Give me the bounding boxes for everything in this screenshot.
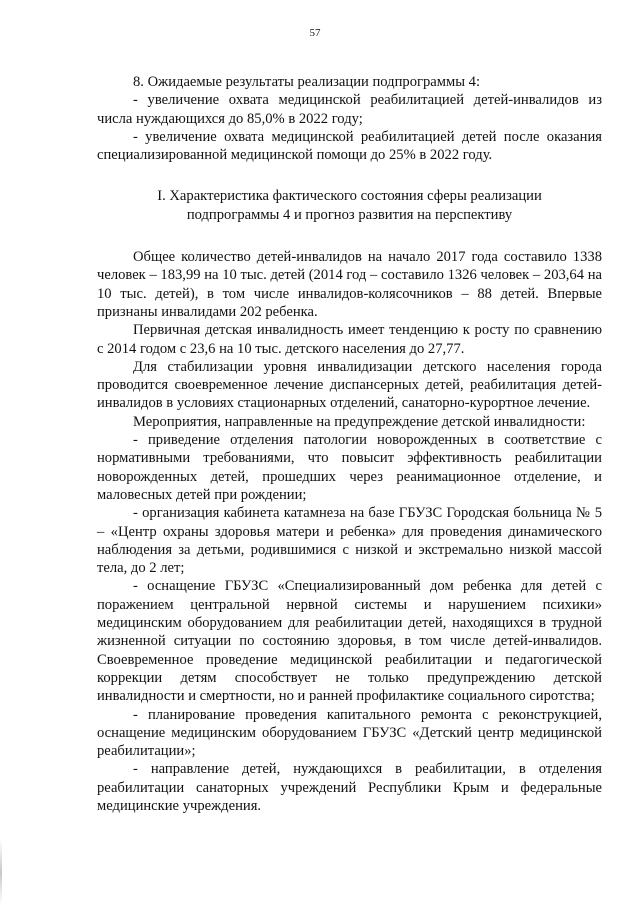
list-item: - направление детей, нуждающихся в реабилитации, в отделения реабилитации санаторных учреждений Республики Крым и федеральные медицинские учреждения. [97,761,602,814]
list-item: - оснащение ГБУЗС «Специализированный дом ребенка для детей с поражением центральной нервной системы и нарушением психики» медицинским оборудованием для реабилитации детей, находящихся в трудной жизненной ситуации по состоянию здоровья, в том числе детей-инвалидов. Своевременное проведение медицинской реабилитации и педагогической коррекции детям способствует не только предупреждению детской инвалидности и смертности, но и ранней профилактике социального сиротства; [97,578,602,705]
section-8-heading: 8. Ожидаемые результаты реализации подпрограммы 4: [133,74,481,90]
scan-edge-artifact [0,840,2,905]
section-8-item: - увеличение охвата медицинской реабилитацией детей-инвалидов из числа нуждающихся до 85,0% в 2022 году; [97,92,602,127]
document-body [97,73,602,815]
section-1-title [97,187,602,224]
section-1-title-line: подпрограммы 4 и прогноз развития на перспективу [186,206,513,223]
paragraph: Первичная детская инвалидность имеет тенденцию к росту по сравнению с 2014 годом с 23,6 на 10 тыс. детского населения до 27,77. [97,322,602,357]
paragraph: Для стабилизации уровня инвалидизации детского населения города проводится своевременное лечение диспансерных детей, реабилитация детей-инвалидов в условиях стационарных отделений, санаторно-курортное лечение. [97,358,602,412]
list-item: - планирование проведения капитального ремонта с реконструкцией, оснащение медицинским оборудованием ГБУЗС «Детский центр медицинской реабилитации»; [97,706,602,760]
list-item: - организация кабинета катамнеза на базе ГБУЗС Городская больница № 5 – «Центр охраны здоровья матери и ребенка» для проведения динамического наблюдения за детьми, родившимися с низкой и экстремально низкой массой тела, до 2 лет; [97,505,602,577]
paragraph: Мероприятия, направленные на предупреждение детской инвалидности: [133,413,586,430]
section-1-title-line: I. Характеристика фактического состояния сферы реализации [157,188,542,205]
section-8-item: - увеличение охвата медицинской реабилитацией детей после оказания специализированной медицинской помощи до 25% в 2022 году. [97,128,602,164]
page-number: 57 [309,27,321,39]
paragraph: Общее количество детей-инвалидов на начало 2017 года составило 1338 человек – 183,99 на 10 тыс. детей (2014 год – составило 1326 человек – 203,64 на 10 тыс. детей), в том числе инвалидов-колясочников – 88 детей. Впервые признаны инвалидами 202 ребенка. [97,249,602,320]
list-item: - приведение отделения патологии новорожденных в соответствие с нормативными требованиями, что повысит эффективность реабилитации новорожденных детей, прошедших через реанимационное отделение, и маловесных детей при рождении; [97,432,602,503]
